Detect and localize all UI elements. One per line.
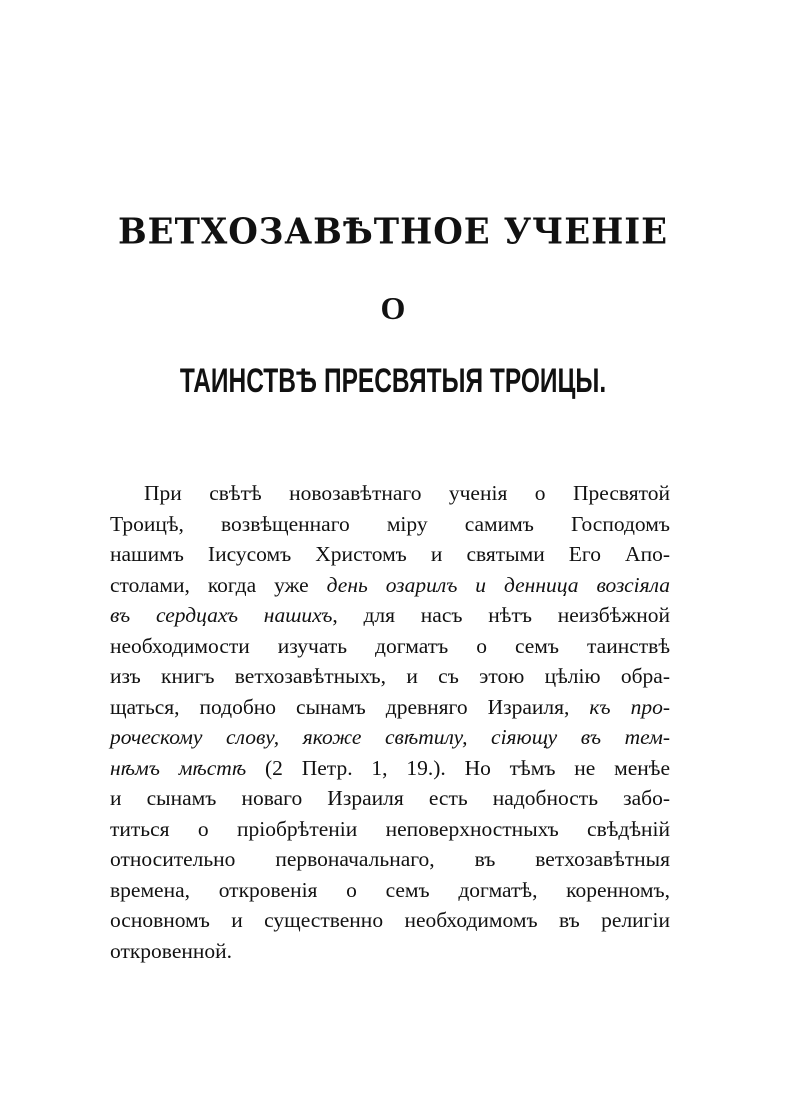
text-run: основномъ и существенно необходимомъ въ религіи	[110, 908, 670, 932]
text-run: щаться, подобно сынамъ древняго Израиля,	[110, 694, 590, 719]
text-run-italic: нѣмъ мѣстѣ	[110, 755, 247, 780]
text-run-italic: въ сердцахъ нашихъ	[110, 603, 333, 627]
text-line	[110, 936, 670, 967]
page-subtitle: ТАИНСТВѢ ПРЕСВЯТЫЯ ТРОИЦЫ.	[179, 362, 607, 400]
text-line	[110, 631, 670, 662]
text-line	[110, 814, 670, 845]
text-run-italic: день озарилъ и денница возсіяла	[326, 572, 670, 597]
title-connector: О	[380, 290, 406, 326]
text-run: необходимости изучать догматъ о семъ таинствѣ	[110, 633, 670, 658]
text-line	[110, 692, 670, 723]
text-line	[110, 570, 670, 601]
text-run: откровенной.	[110, 938, 233, 963]
text-line	[110, 722, 670, 753]
text-line	[110, 844, 670, 875]
text-run: При свѣтѣ новозавѣтнаго ученія о Пресвятой	[144, 481, 670, 505]
text-run-italic: роческому слову, якоже свѣтилу, сіяющу въ тем-	[110, 725, 670, 749]
text-run: нашимъ Іисусомъ Христомъ и святыми Его Апо-	[110, 542, 670, 566]
body-paragraph	[110, 478, 670, 966]
text-line	[110, 783, 670, 814]
text-run: и сынамъ новаго Израиля есть надобность забо-	[110, 786, 670, 810]
page-title: ВЕТХОЗАВѢТНОЕ УЧЕНІЕ	[117, 211, 669, 253]
text-line	[110, 753, 670, 784]
text-line	[110, 875, 670, 906]
text-run: , для насъ нѣтъ неизбѣжной	[332, 603, 670, 627]
text-line	[110, 539, 670, 570]
text-line	[110, 600, 670, 631]
text-run: изъ книгъ ветхозавѣтныхъ, и съ этою цѣлію обра-	[110, 664, 670, 688]
text-run: титься о пріобрѣтеніи неповерхностныхъ свѣдѣній	[110, 816, 670, 841]
text-run-italic: къ про-	[589, 694, 670, 719]
text-line	[110, 478, 670, 509]
text-run: (2 Петр. 1, 19.). Но тѣмъ не менѣе	[246, 755, 671, 780]
text-line	[110, 509, 670, 540]
text-run: Троицѣ, возвѣщеннаго міру самимъ Господомъ	[110, 511, 670, 536]
text-run: столами, когда уже	[110, 572, 327, 597]
text-line	[110, 905, 670, 936]
text-run: относительно первоначальнаго, въ ветхозавѣтныя	[110, 847, 670, 871]
text-line	[110, 661, 670, 692]
text-run: времена, откровенія о семъ догматѣ, коренномъ,	[110, 877, 670, 902]
